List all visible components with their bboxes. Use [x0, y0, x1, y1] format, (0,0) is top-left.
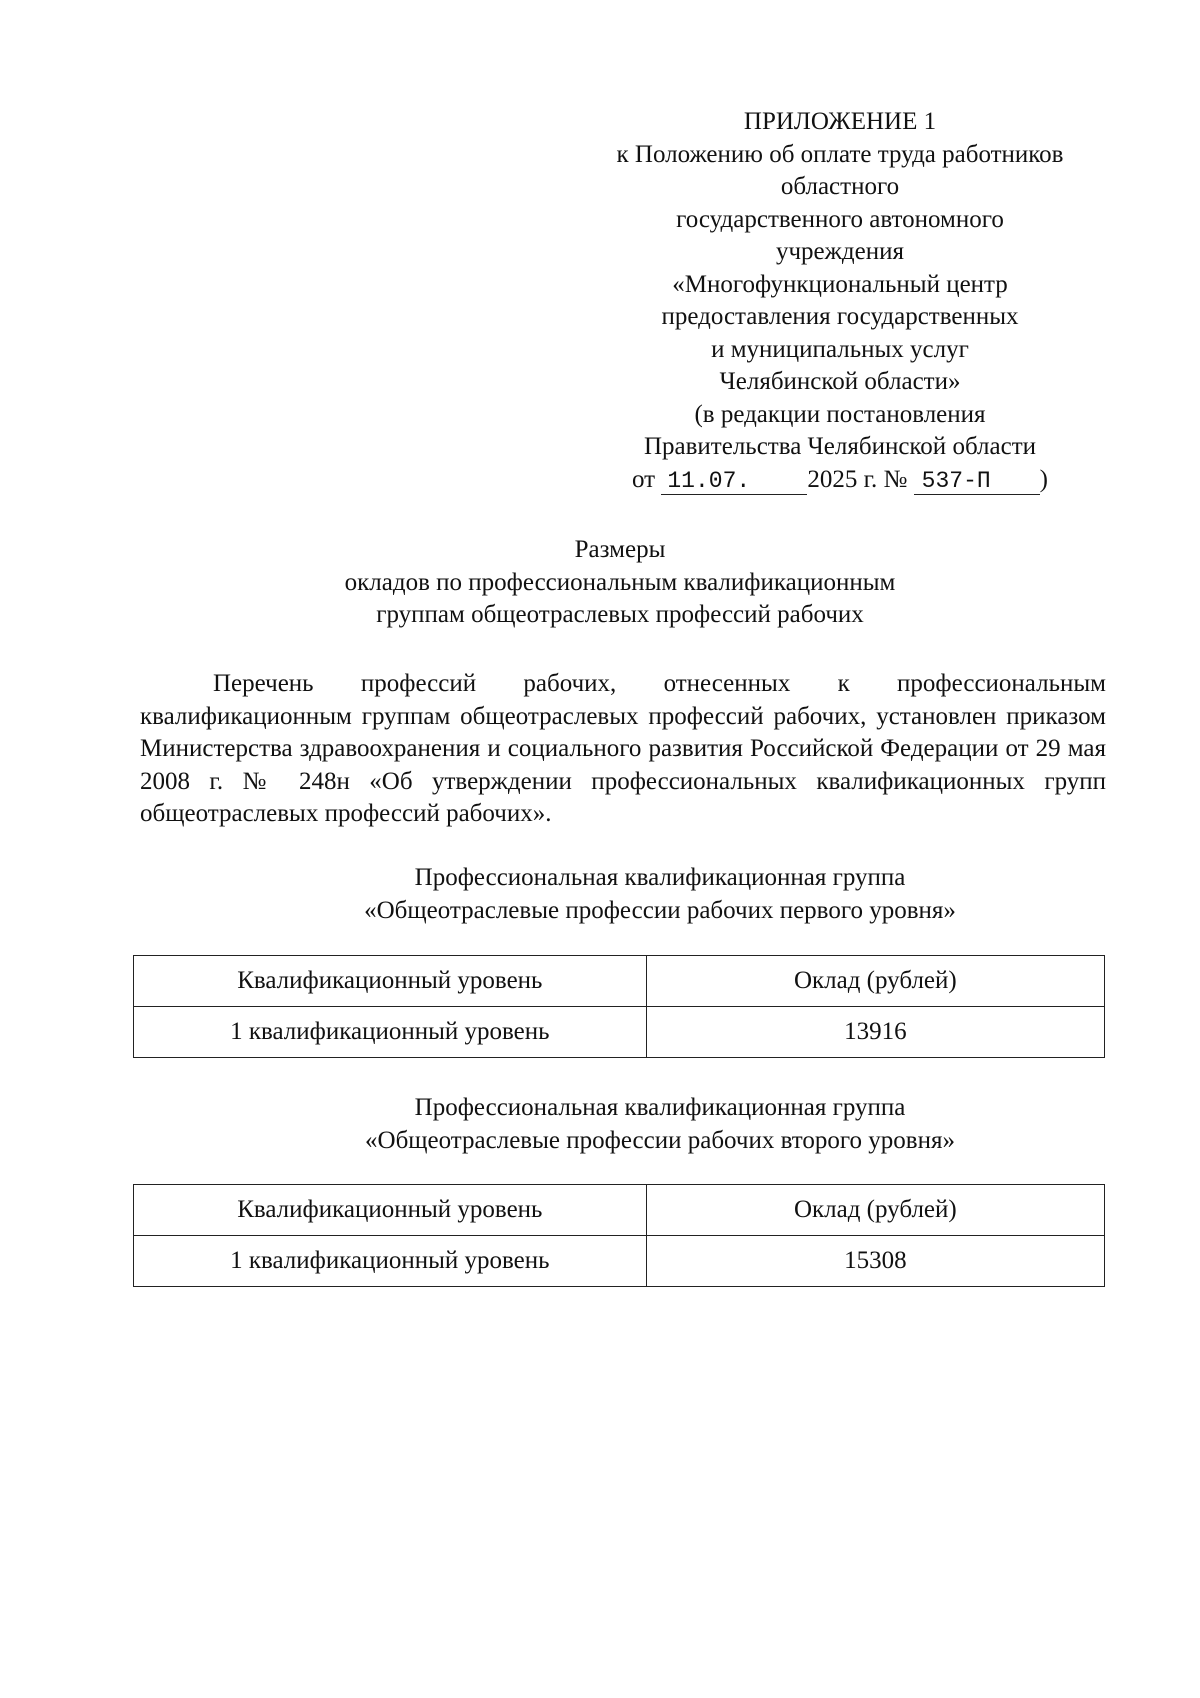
cell-salary: 13916	[646, 1007, 1104, 1058]
title-line-2: окладов по профессиональным квалификационным	[344, 568, 896, 596]
header-cell-level: Квалификационный уровень	[134, 1185, 647, 1236]
appendix-line: и муниципальных услуг	[711, 335, 969, 363]
appendix-line: (в редакции постановления	[694, 400, 986, 428]
appendix-title: ПРИЛОЖЕНИЕ 1	[743, 108, 937, 135]
cell-salary: 15308	[646, 1236, 1104, 1287]
group-heading-line-2: «Общеотраслевые профессии рабочих первого уровня»	[364, 896, 956, 924]
group-heading-second-level	[240, 1092, 1080, 1157]
header-cell-salary: Оклад (рублей)	[646, 1185, 1104, 1236]
appendix-date-line	[600, 464, 1080, 497]
salary-table-first-level	[133, 955, 1105, 1058]
table-header-row	[134, 956, 1105, 1007]
salary-table-second-level	[133, 1184, 1105, 1287]
group-heading-first-level	[240, 862, 1080, 927]
appendix-line: областного	[780, 173, 900, 200]
table-row	[134, 1007, 1105, 1058]
title-line-1: Размеры	[574, 536, 666, 563]
decree-number: 537-П	[914, 468, 1040, 495]
year-text: 2025 г. №	[807, 465, 908, 493]
cell-level: 1 квалификационный уровень	[134, 1236, 647, 1287]
appendix-line: государственного автономного	[676, 205, 1004, 233]
date-value: 11.07.	[661, 468, 807, 495]
table-header-row	[134, 1185, 1105, 1236]
group-heading-line-1: Профессиональная квалификационная группа	[414, 864, 906, 891]
title-line-3: группам общеотраслевых профессий рабочих	[376, 601, 864, 628]
cell-level: 1 квалификационный уровень	[134, 1007, 647, 1058]
appendix-block	[600, 106, 1080, 496]
intro-paragraph: Перечень профессий рабочих, отнесенных к профессиональным квалификационным группам общеотраслевых профессий рабочих, установлен приказом Министерства здравоохранения и социального развития Российской Федерации от 29 мая 2008 г. № 248н «Об утверждении профессиональных квалификационных групп общеотраслевых профессий рабочих».	[140, 670, 1106, 827]
closing-paren: )	[1039, 465, 1048, 493]
document-title	[180, 534, 1060, 632]
appendix-line: учреждения	[775, 238, 904, 265]
appendix-line: Челябинской области»	[719, 368, 961, 395]
appendix-line: Правительства Челябинской области	[643, 433, 1037, 460]
appendix-line: к Положению об оплате труда работников	[616, 140, 1064, 168]
header-cell-salary: Оклад (рублей)	[646, 956, 1104, 1007]
group-heading-line-1: Профессиональная квалификационная группа	[414, 1094, 906, 1121]
header-cell-level: Квалификационный уровень	[134, 956, 647, 1007]
appendix-line: «Многофункциональный центр	[672, 270, 1008, 298]
group-heading-line-2: «Общеотраслевые профессии рабочих второго уровня»	[365, 1126, 955, 1154]
appendix-line: предоставления государственных	[661, 303, 1019, 330]
table-row	[134, 1236, 1105, 1287]
date-prefix: от	[632, 465, 656, 493]
